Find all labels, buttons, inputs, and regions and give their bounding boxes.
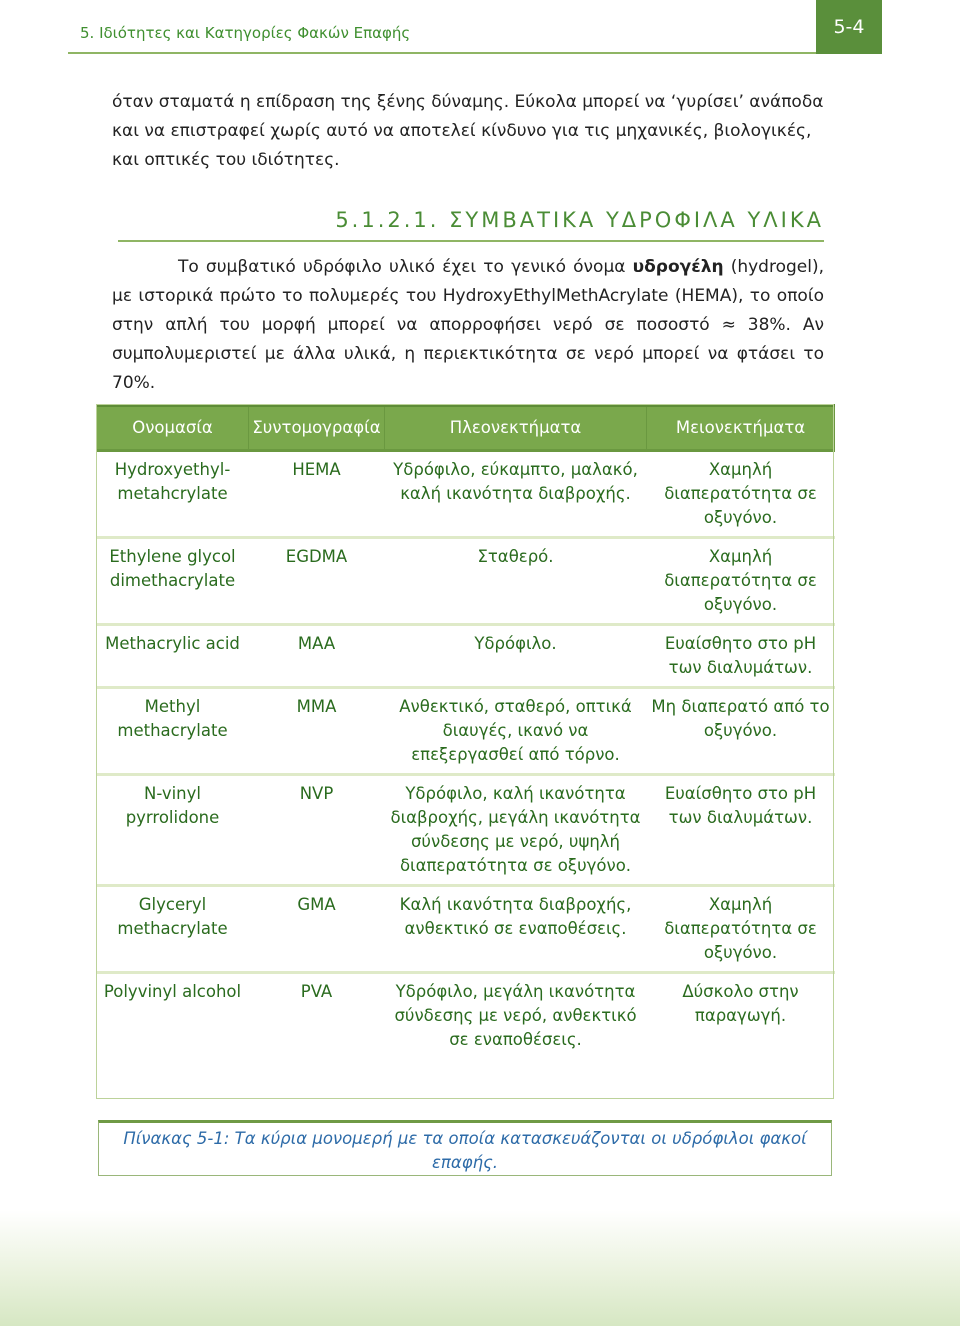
cell-name: Methyl methacrylate xyxy=(97,688,249,775)
cell-name: Methacrylic acid xyxy=(97,625,249,688)
table-row xyxy=(97,688,835,775)
cell-disadvantages: Χαμηλή διαπερατότητα σε οξυγόνο. xyxy=(647,538,835,625)
cell-name: N-vinyl pyrrolidone xyxy=(97,775,249,886)
table-header-row xyxy=(97,406,835,451)
cell-abbreviation: PVA xyxy=(300,982,333,1001)
running-header-title: 5. Ιδιότητες και Κατηγορίες Φακών Επαφής xyxy=(80,24,411,42)
cell-advantages: Υδρόφιλο. xyxy=(385,625,647,688)
cell-disadvantages: Μη διαπερατό από το οξυγόνο. xyxy=(647,688,835,775)
table-row xyxy=(97,538,835,625)
cell-advantages: Υδρόφιλο, εύκαμπτο, μαλακό, καλή ικανότητα διαβροχής. xyxy=(385,451,647,538)
cell-abbreviation: MMA xyxy=(249,688,385,775)
monomers-table xyxy=(96,404,835,1058)
intro-paragraph: όταν σταματά η επίδραση της ξένης δύναμης. Εύκολα μπορεί να ‘γυρίσει’ ανάποδα και να επιστραφεί χωρίς αυτό να αποτελεί κίνδυνο για τις μηχανικές, βιολογικές, και οπτικές του ιδιότητες. xyxy=(112,92,824,170)
cell-abbreviation: GMA xyxy=(249,886,385,973)
cell-disadvantages: Χαμηλή διαπερατότητα σε οξυγόνο. xyxy=(647,451,835,538)
column-header-advantages: Πλεονεκτήματα xyxy=(385,406,647,451)
table-row xyxy=(97,625,835,688)
cell-advantages: Σταθερό. xyxy=(385,538,647,625)
section-heading: 5.1.2.1. ΣΥΜΒΑΤΙΚΑ ΥΔΡΟΦΙΛΑ ΥΛΙΚΑ xyxy=(335,208,824,232)
body-paragraph xyxy=(112,253,824,398)
cell-name: Polyvinyl alcohol xyxy=(103,982,242,1001)
page-number-badge: 5-4 xyxy=(816,0,882,54)
table-row xyxy=(97,775,835,886)
header-rule xyxy=(68,52,816,54)
cell-name: Glyceryl methacrylate xyxy=(97,886,249,973)
body-paragraph-part2: (hydrogel), με ιστορικά πρώτο το πολυμερές του HydroxyEthylMethAcrylate (HEMA), το οποίο στην απλή του μορφή μπορεί να απορροφήσει νερό σε ποσοστό ≈ 38%. Αν συμπολυμεριστεί με άλλα υλικά, η περιεκτικότητα σε νερό μπορεί να φτάσει το 70%. xyxy=(112,257,824,393)
cell-advantages: Υδρόφιλο, καλή ικανότητα διαβροχής, μεγάλη ικανότητα σύνδεσης με νερό, υψηλή διαπερατότητα σε οξυγόνο. xyxy=(385,775,647,886)
table-row xyxy=(97,886,835,973)
table-caption: Πίνακας 5-1: Τα κύρια μονομερή με τα οποία κατασκευάζονται οι υδρόφιλοι φακοί επαφής. xyxy=(98,1120,832,1176)
cell-advantages: Καλή ικανότητα διαβροχής, ανθεκτικό σε εναποθέσεις. xyxy=(385,886,647,973)
cell-abbreviation: NVP xyxy=(249,775,385,886)
cell-disadvantages: Χαμηλή διαπερατότητα σε οξυγόνο. xyxy=(647,886,835,973)
section-heading-rule xyxy=(118,240,824,242)
table-row xyxy=(97,973,835,1059)
table-row xyxy=(97,451,835,538)
cell-disadvantages: Δύσκολο στην παραγωγή. xyxy=(682,982,799,1025)
cell-disadvantages: Ευαίσθητο στο pH των διαλυμάτων. xyxy=(647,625,835,688)
cell-name: Ethylene glycol dimethacrylate xyxy=(97,538,249,625)
cell-advantages: Υδρόφιλο, μεγάλη ικανότητα σύνδεσης με νερό, ανθεκτικό σε εναποθέσεις. xyxy=(394,982,637,1049)
cell-abbreviation: MAA xyxy=(249,625,385,688)
column-header-name: Ονομασία xyxy=(97,406,249,451)
bold-term-hydrogel: υδρογέλη xyxy=(632,257,724,277)
body-paragraph-part1: Το συμβατικό υδρόφιλο υλικό έχει το γενικό όνομα xyxy=(178,257,633,277)
cell-abbreviation: EGDMA xyxy=(249,538,385,625)
footer-gradient xyxy=(0,1210,960,1326)
cell-name: Hydroxyethyl-metahcrylate xyxy=(97,451,249,538)
cell-advantages: Ανθεκτικό, σταθερό, οπτικά διαυγές, ικανό να επεξεργασθεί από τόρνο. xyxy=(385,688,647,775)
column-header-disadvantages: Μειονεκτήματα xyxy=(647,406,835,451)
cell-abbreviation: HEMA xyxy=(249,451,385,538)
column-header-abbreviation: Συντομογραφία xyxy=(249,406,385,451)
cell-disadvantages: Ευαίσθητο στο pH των διαλυμάτων. xyxy=(647,775,835,886)
